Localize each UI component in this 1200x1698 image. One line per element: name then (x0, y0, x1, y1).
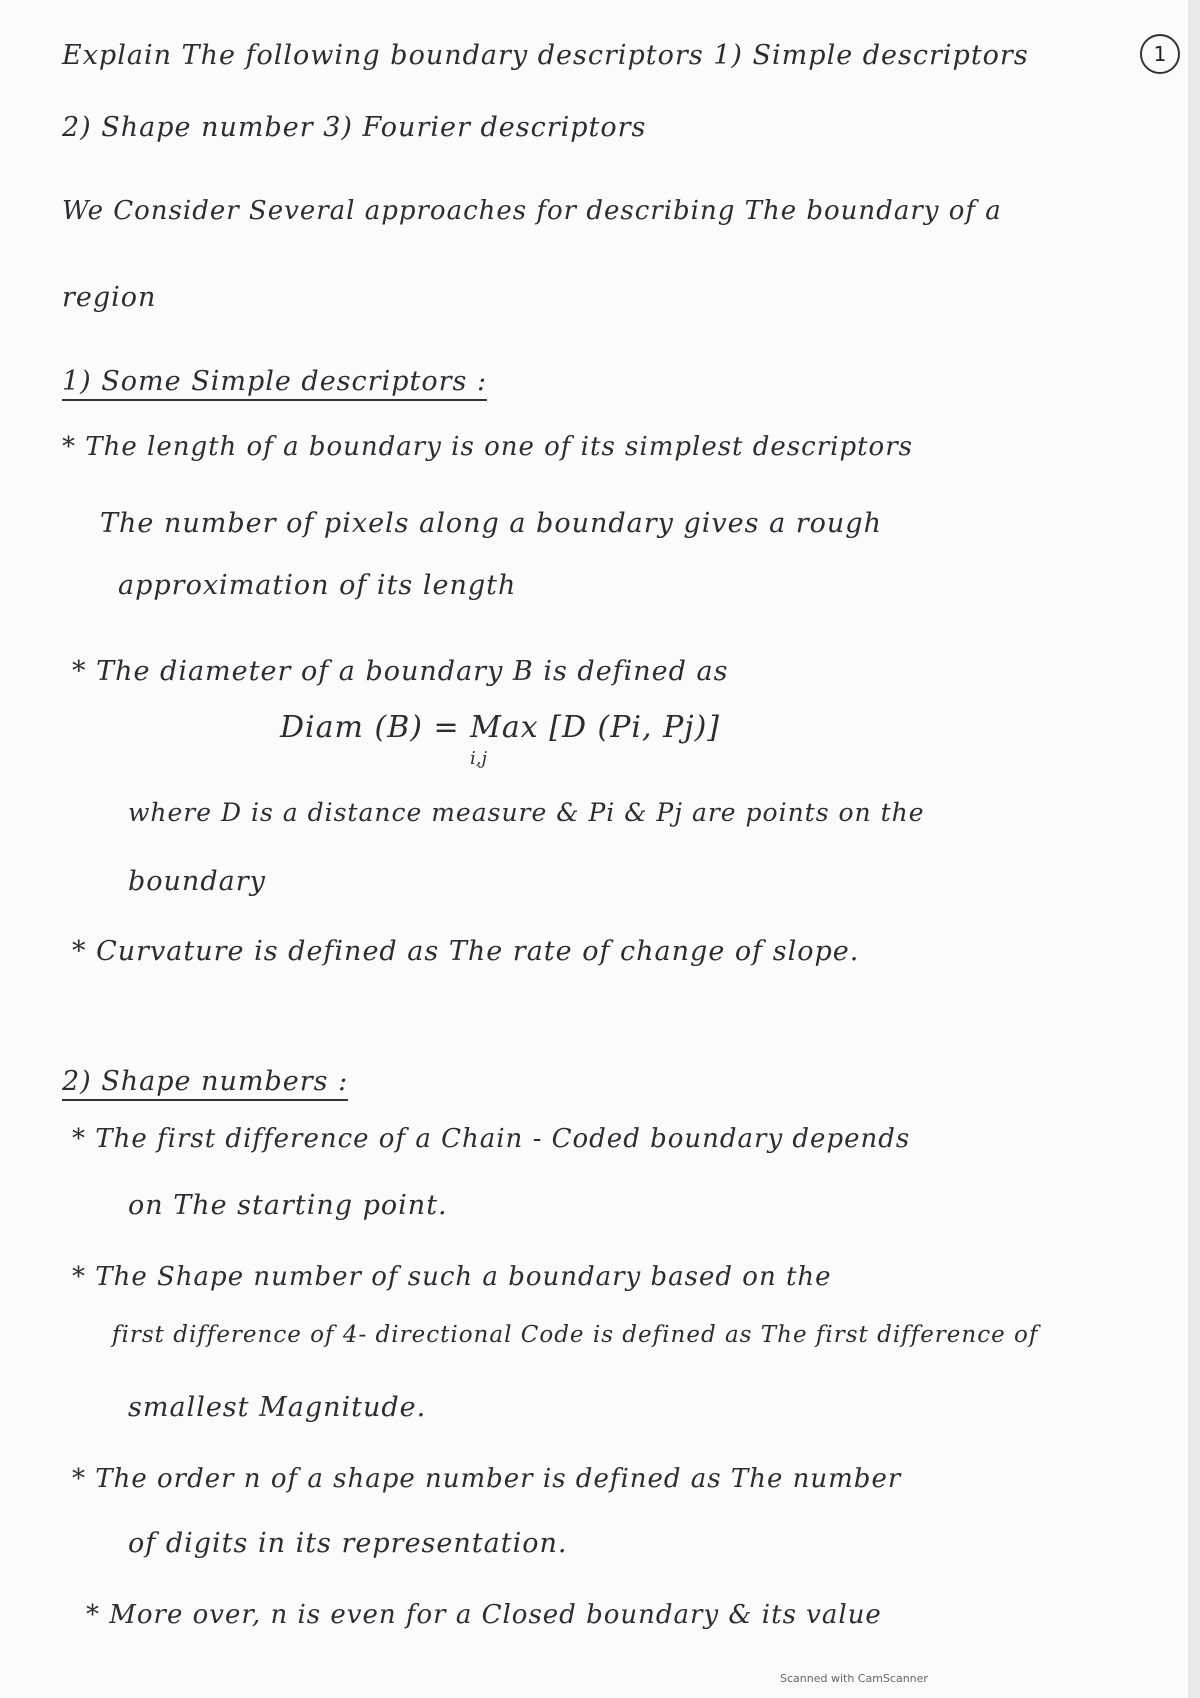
bullet-curvature: * Curvature is defined as The rate of change of slope. (72, 936, 860, 967)
bullet-shape-number-cont-2: smallest Magnitude. (128, 1392, 427, 1423)
bullet-more-over: * More over, n is even for a Closed boundary & its value (86, 1600, 882, 1630)
formula-subscript: i,j (470, 748, 488, 769)
where-line: where D is a distance measure & Pi & Pj are points on the (128, 798, 925, 827)
section-heading-simple: 1) Some Simple descriptors : (62, 366, 487, 401)
bullet-shape-number-cont-1: first difference of 4- directional Code is defined as The first difference of (112, 1322, 1039, 1348)
bullet-length: * The length of a boundary is one of its simplest descriptors (62, 432, 913, 462)
intro-line-2: region (62, 282, 157, 313)
where-line-cont: boundary (128, 866, 266, 897)
bullet-first-difference-cont: on The starting point. (128, 1190, 448, 1221)
bullet-diameter: * The diameter of a boundary B is defined as (72, 656, 729, 687)
diameter-formula: Diam (B) = Max [D (Pi, Pj)] (280, 710, 720, 745)
intro-line-1: We Consider Several approaches for describing The boundary of a (62, 196, 1002, 226)
bullet-shape-number: * The Shape number of such a boundary based on the (72, 1262, 832, 1292)
bullet-length-cont-2: approximation of its length (118, 570, 517, 601)
scanner-watermark: Scanned with CamScanner (780, 1672, 928, 1685)
bullet-first-difference: * The first difference of a Chain - Coded boundary depends (72, 1124, 911, 1154)
page-edge (1188, 0, 1200, 1698)
page-number: 1 (1140, 34, 1180, 74)
question-line-2: 2) Shape number 3) Fourier descriptors (62, 112, 647, 143)
bullet-length-cont-1: The number of pixels along a boundary gives a rough (100, 508, 882, 539)
question-line-1: Explain The following boundary descriptors 1) Simple descriptors (62, 40, 1029, 71)
section-heading-shape: 2) Shape numbers : (62, 1066, 348, 1101)
bullet-order: * The order n of a shape number is defined as The number (72, 1464, 902, 1494)
bullet-order-cont: of digits in its representation. (128, 1528, 568, 1559)
